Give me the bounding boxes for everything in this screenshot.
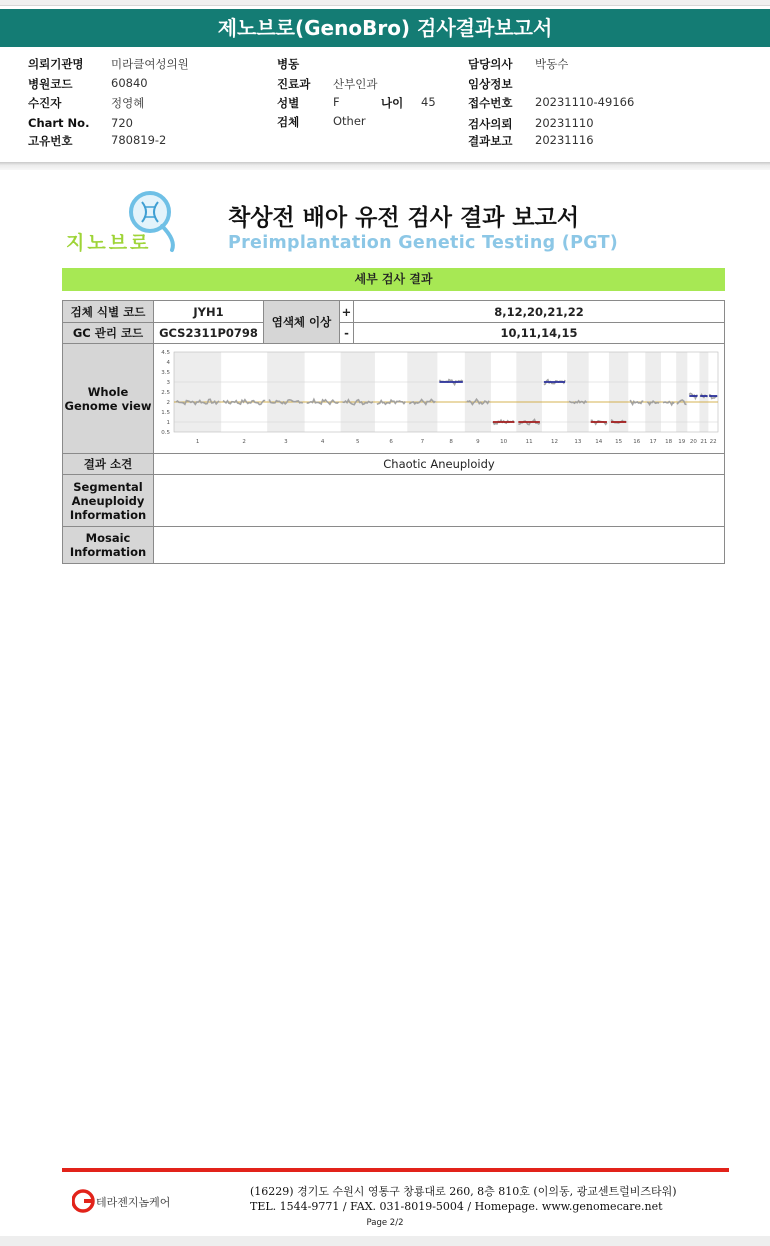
patient-label: 수진자 xyxy=(28,96,62,110)
x-tick-label: 3 xyxy=(284,439,288,445)
hospital-code-value: 60840 xyxy=(111,76,148,90)
request-value: 20231110 xyxy=(535,116,594,130)
logo-text: 지노브로 xyxy=(66,232,152,254)
y-tick-label: 2.5 xyxy=(161,390,170,396)
doctor-value: 박동수 xyxy=(535,57,569,71)
sample-code-value: JYH1 xyxy=(154,301,264,323)
chart-label: Chart No. xyxy=(28,116,90,130)
y-tick-label: 3.5 xyxy=(161,370,170,376)
x-tick-label: 13 xyxy=(574,439,582,445)
x-tick-label: 2 xyxy=(242,439,246,445)
x-tick-label: 22 xyxy=(709,439,717,445)
y-tick-label: 1 xyxy=(166,420,170,426)
x-tick-label: 11 xyxy=(525,439,533,445)
footer-rule xyxy=(62,1168,729,1172)
chromosome-band xyxy=(567,352,589,432)
contact-line: TEL. 1544-9771 / FAX. 031-8019-5004 / Homepage. www.genomecare.net xyxy=(250,1200,663,1213)
x-tick-label: 21 xyxy=(700,439,708,445)
plus-value: 8,12,20,21,22 xyxy=(354,301,725,323)
chromosome-band xyxy=(267,352,304,432)
minus-value: 10,11,14,15 xyxy=(354,323,725,344)
sample-code-label: 검체 식별 코드 xyxy=(63,301,154,323)
x-tick-label: 6 xyxy=(389,439,393,445)
x-tick-label: 17 xyxy=(649,439,657,445)
y-tick-label: 1.5 xyxy=(161,410,170,416)
gc-code-label: GC 관리 코드 xyxy=(63,323,154,344)
finding-label: 결과 소견 xyxy=(63,454,154,475)
y-tick-label: 3 xyxy=(166,380,170,386)
chromosome-band xyxy=(465,352,491,432)
y-tick-label: 2 xyxy=(166,400,170,406)
abnormality-label: 염색체 이상 xyxy=(264,301,340,344)
gc-code-value: GCS2311P0798 xyxy=(154,323,264,344)
ward-label: 병동 xyxy=(277,57,300,71)
company-logo-icon xyxy=(72,1188,182,1214)
hospital-code-label: 병원코드 xyxy=(28,77,73,91)
chromosome-4-points xyxy=(307,399,339,404)
x-tick-label: 20 xyxy=(689,439,697,445)
specimen-value: Other xyxy=(333,114,366,128)
chromosome-band xyxy=(516,352,542,432)
clinical-label: 임상정보 xyxy=(468,77,513,91)
segmental-value xyxy=(154,475,725,527)
dept-label: 진료과 xyxy=(277,77,311,91)
x-tick-label: 16 xyxy=(633,439,641,445)
x-tick-label: 14 xyxy=(595,439,603,445)
chromosome-band xyxy=(174,352,221,432)
x-tick-label: 9 xyxy=(476,439,480,445)
report-subtitle: Preimplantation Genetic Testing (PGT) xyxy=(228,233,619,253)
chromosome-band xyxy=(676,352,687,432)
footer-address xyxy=(250,1184,677,1214)
chromosome-18-points xyxy=(663,402,674,405)
chromosome-band xyxy=(407,352,437,432)
sex-label: 성별 xyxy=(277,96,300,110)
x-tick-label: 19 xyxy=(678,439,686,445)
request-label: 검사의뢰 xyxy=(468,117,513,131)
y-tick-label: 4.5 xyxy=(161,350,170,356)
report-date-value: 20231116 xyxy=(535,133,594,147)
chromosome-band xyxy=(341,352,375,432)
id-label: 고유번호 xyxy=(28,134,73,148)
x-tick-label: 7 xyxy=(420,439,425,445)
x-tick-label: 12 xyxy=(550,439,558,445)
hospital-label: 의뢰기관명 xyxy=(28,57,84,71)
hospital-value: 미라클여성의원 xyxy=(111,57,189,71)
company-name: 테라젠지놈케어 xyxy=(96,1196,171,1209)
sex-value: F xyxy=(333,95,340,109)
segmental-label: Segmental Aneuploidy Information xyxy=(63,475,154,527)
mosaic-value xyxy=(154,527,725,564)
x-tick-label: 10 xyxy=(500,439,508,445)
finding-value: Chaotic Aneuploidy xyxy=(154,454,725,475)
doctor-label: 담당의사 xyxy=(468,57,513,71)
plot-frame xyxy=(174,352,718,432)
divider xyxy=(0,162,770,170)
chromosome-16-points xyxy=(630,400,643,404)
x-tick-label: 4 xyxy=(320,439,325,445)
mosaic-label: Mosaic Information xyxy=(63,527,154,564)
results-table xyxy=(62,300,725,564)
y-tick-label: 4 xyxy=(166,360,170,366)
receipt-value: 20231110-49166 xyxy=(535,95,635,109)
report-date-label: 결과보고 xyxy=(468,134,513,148)
whole-genome-chart xyxy=(156,348,722,448)
top-rule xyxy=(0,0,770,6)
chromosome-band xyxy=(699,352,708,432)
whole-genome-label: Whole Genome view xyxy=(63,344,154,454)
x-tick-label: 1 xyxy=(195,439,200,445)
chart-value: 720 xyxy=(111,116,133,130)
specimen-label: 검체 xyxy=(277,115,300,129)
x-tick-label: 18 xyxy=(665,439,673,445)
id-value: 780819-2 xyxy=(111,133,167,147)
y-tick-label: 0.5 xyxy=(161,430,170,436)
receipt-label: 접수번호 xyxy=(468,96,513,110)
page-title: 제노브로(GenoBro) 검사결과보고서 xyxy=(0,9,770,47)
whole-genome-cell xyxy=(154,344,725,454)
age-value: 45 xyxy=(421,95,436,109)
patient-info xyxy=(28,56,758,156)
x-tick-label: 5 xyxy=(356,439,360,445)
address-line: (16229) 경기도 수원시 영통구 창룡대로 260, 8층 810호 (이의동, 광교센트럴비즈타워) xyxy=(250,1185,677,1198)
dept-value: 산부인과 xyxy=(333,77,378,91)
minus-sign: - xyxy=(340,323,354,344)
page-number: Page 2/2 xyxy=(366,1218,404,1228)
chromosome-band xyxy=(645,352,661,432)
x-tick-label: 15 xyxy=(615,439,623,445)
age-label: 나이 xyxy=(381,96,404,110)
report-title: 착상전 배아 유전 검사 결과 보고서 xyxy=(228,205,580,231)
bottom-rule xyxy=(0,1236,770,1246)
section-title: 세부 검사 결과 xyxy=(62,268,725,291)
plus-sign: + xyxy=(340,301,354,323)
patient-value: 정영혜 xyxy=(111,96,145,110)
x-tick-label: 8 xyxy=(449,439,453,445)
